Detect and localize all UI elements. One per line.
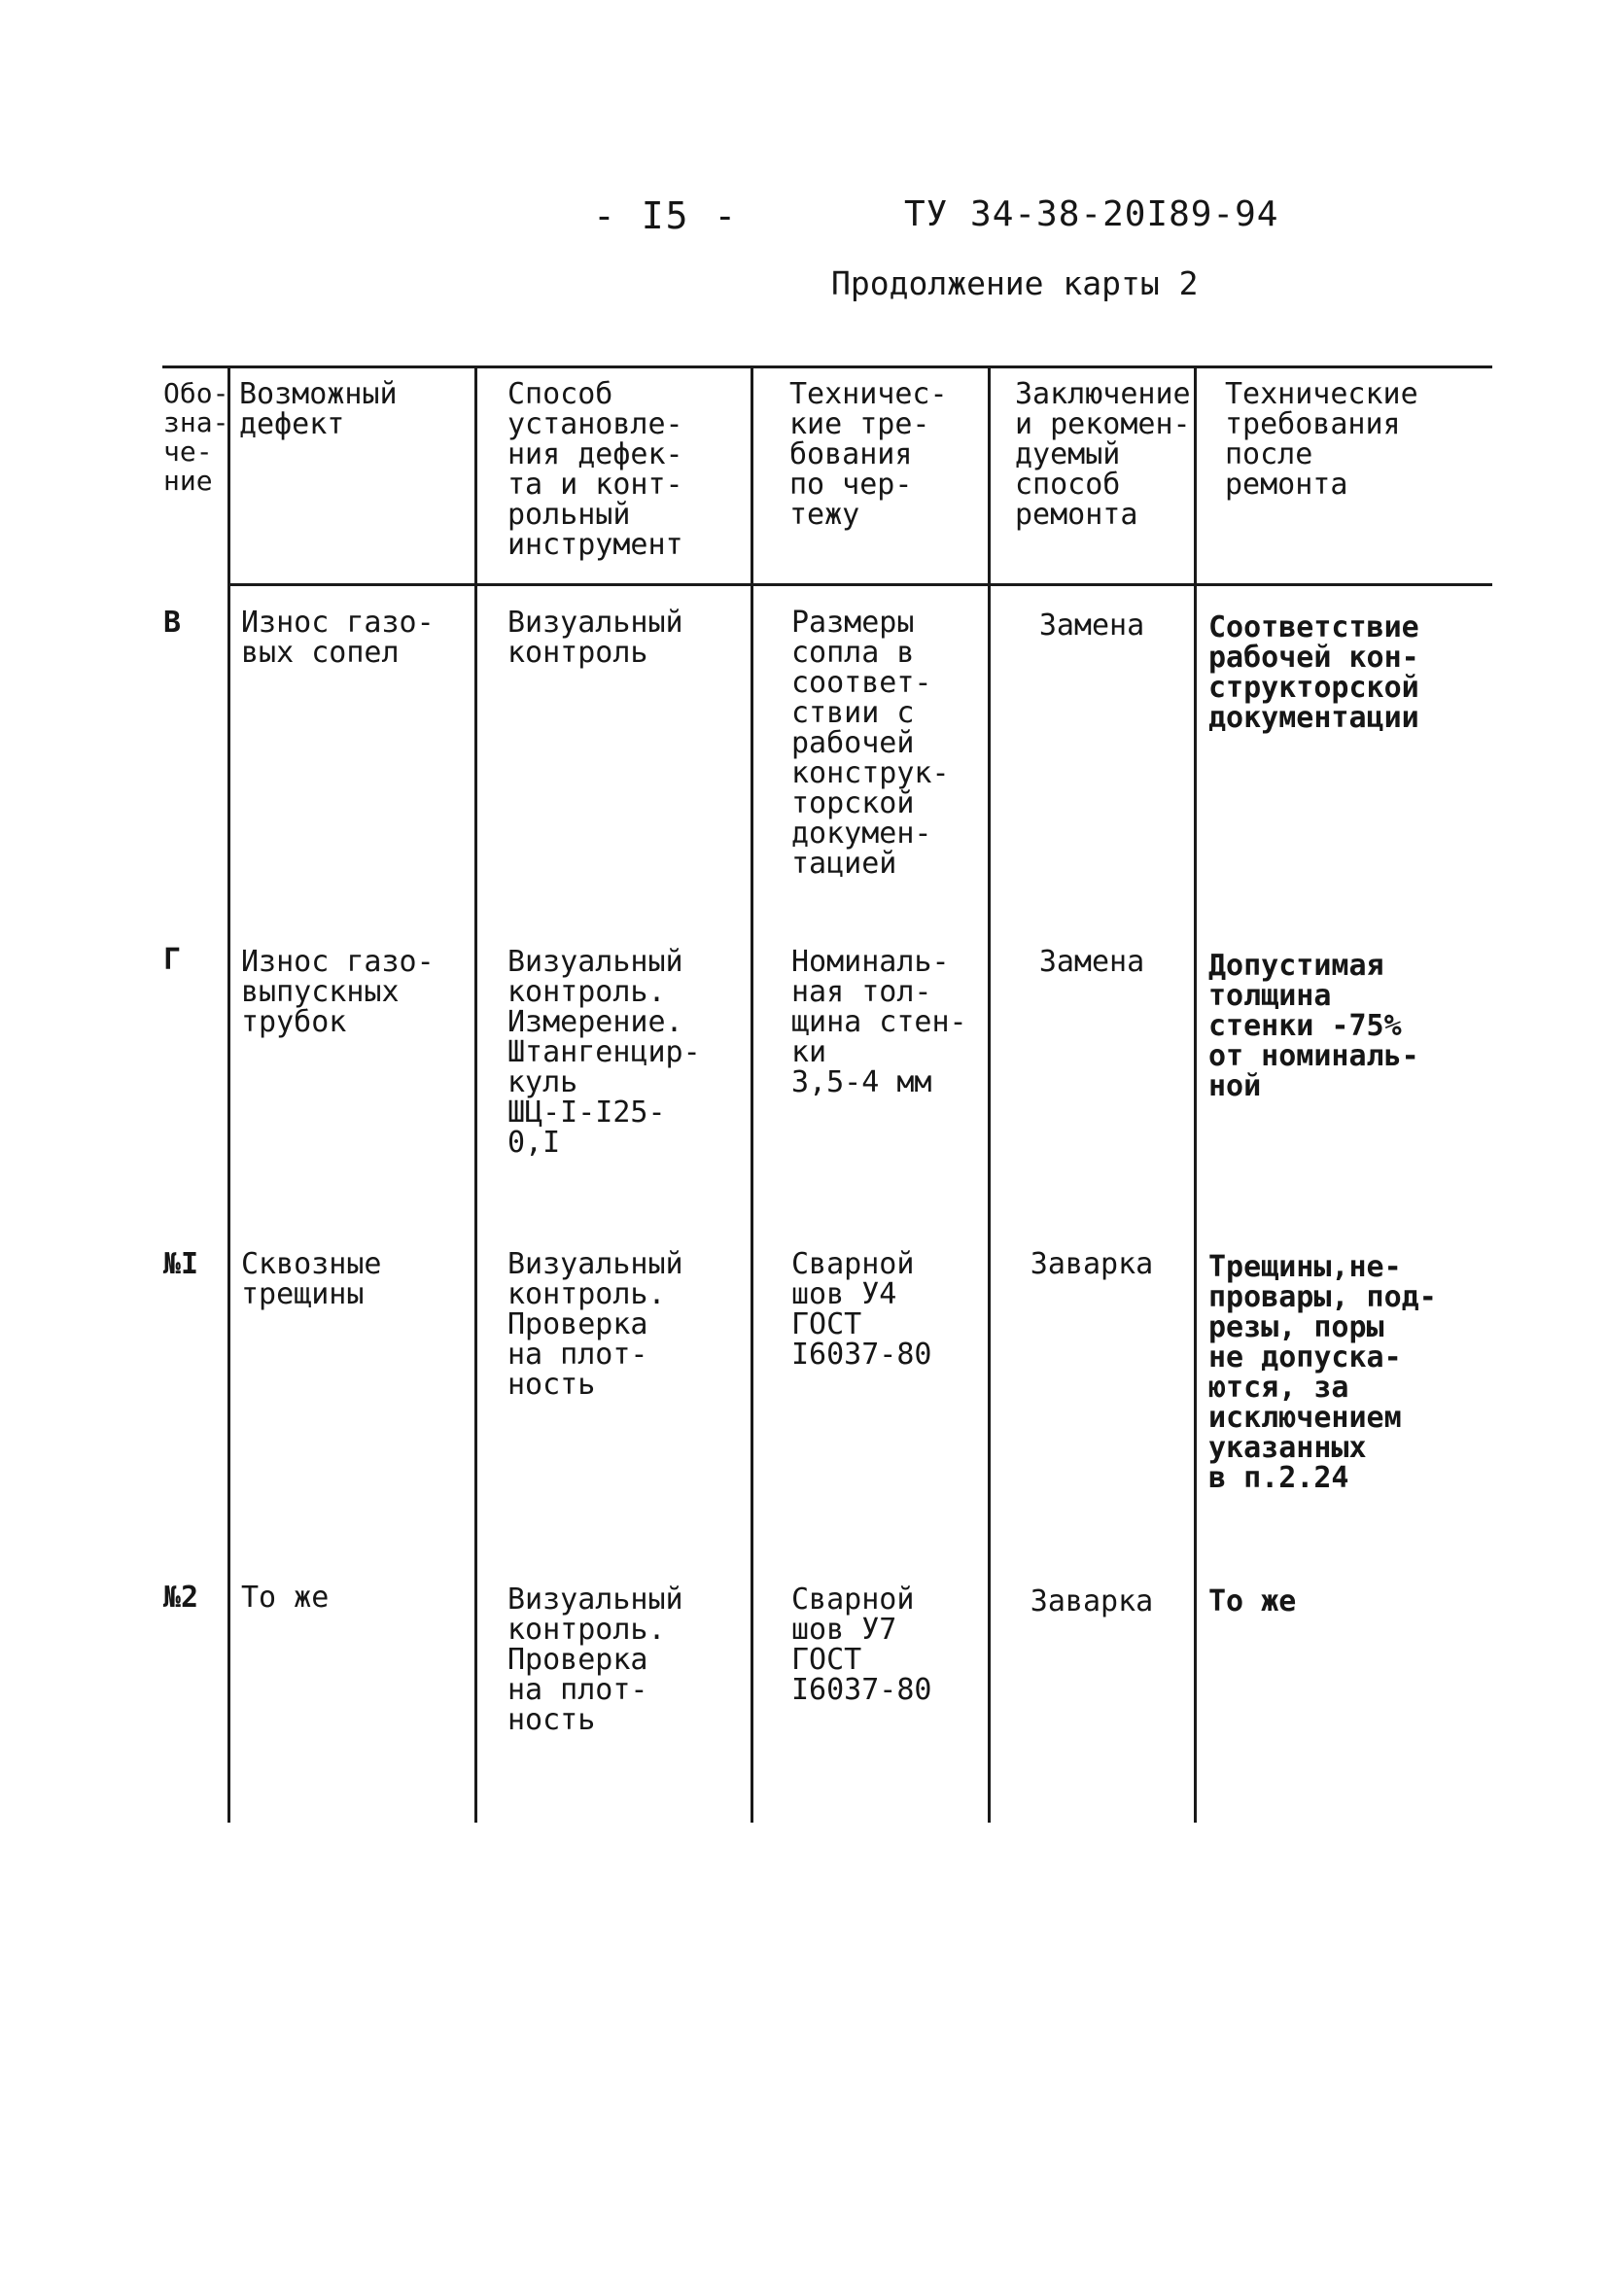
row-3-drawing-requirements: Сварной шов У4 ГОСТ I6037-80 xyxy=(791,1247,932,1372)
row-3-method: Визуальный контроль. Проверка на плот- ность xyxy=(507,1247,683,1402)
row-3-designation: №I xyxy=(163,1247,199,1281)
column-divider-2 xyxy=(474,367,477,1823)
column-header-designation: Обо- зна- че- ние xyxy=(163,377,229,497)
row-4-conclusion: Заварка xyxy=(1030,1584,1154,1618)
row-4-drawing-requirements: Сварной шов У7 ГОСТ I6037-80 xyxy=(791,1583,932,1707)
table-top-rule xyxy=(162,365,1492,368)
row-1-after-repair: Соответствие рабочей кон- структорской документации xyxy=(1208,610,1419,735)
column-header-after-repair: Технические требования после ремонта xyxy=(1225,377,1418,502)
row-2-drawing-requirements: Номиналь- ная тол- щина стен- ки 3,5-4 мм xyxy=(791,945,967,1099)
row-4-designation: №2 xyxy=(163,1581,199,1615)
row-1-conclusion: Замена xyxy=(1038,609,1145,643)
column-divider-1 xyxy=(227,367,230,1823)
row-3-after-repair: Трещины,не- провары, под- резы, поры не допуска- ются, за исключением указанных в п.2.24 xyxy=(1208,1250,1437,1495)
row-1-drawing-requirements: Размеры сопла в соответ- ствии с рабочей конструк- торской докумен- тацией xyxy=(791,606,950,881)
column-header-defect: Возможный дефект xyxy=(239,377,398,441)
row-4-defect: То же xyxy=(241,1581,330,1615)
page-number: - I5 - xyxy=(593,194,739,237)
column-header-conclusion: Заключение и рекомен- дуемый способ ремонта xyxy=(1015,377,1191,532)
row-2-after-repair: Допустимая толщина стенки -75% от номиналь- ной xyxy=(1208,949,1419,1103)
column-header-drawing-requirements: Техничес- кие тре- бования по чер- тежу xyxy=(789,377,948,532)
row-1-method: Визуальный контроль xyxy=(507,606,683,670)
row-2-conclusion: Замена xyxy=(1038,945,1145,979)
row-4-after-repair: То же xyxy=(1208,1584,1297,1618)
continuation-title: Продолжение карты 2 xyxy=(831,264,1199,302)
row-2-method: Визуальный контроль. Измерение. Штангенцир- куль ШЦ-I-I25- 0,I xyxy=(507,945,701,1160)
row-2-designation: Г xyxy=(163,943,182,977)
row-1-designation: В xyxy=(163,606,182,640)
row-3-conclusion: Заварка xyxy=(1030,1247,1154,1281)
row-3-defect: Сквозные трещины xyxy=(241,1247,382,1311)
row-4-method: Визуальный контроль. Проверка на плот- ность xyxy=(507,1583,683,1737)
column-divider-5 xyxy=(1194,367,1197,1823)
row-2-defect: Износ газо- выпускных трубок xyxy=(241,945,435,1039)
table-header-rule xyxy=(228,583,1492,586)
document-code: ТУ 34-38-20I89-94 xyxy=(904,194,1279,234)
column-header-method: Способ установле- ния дефек- та и конт- рольный инструмент xyxy=(507,377,683,562)
row-1-defect: Износ газо- вых сопел xyxy=(241,606,435,670)
column-divider-3 xyxy=(751,367,753,1823)
